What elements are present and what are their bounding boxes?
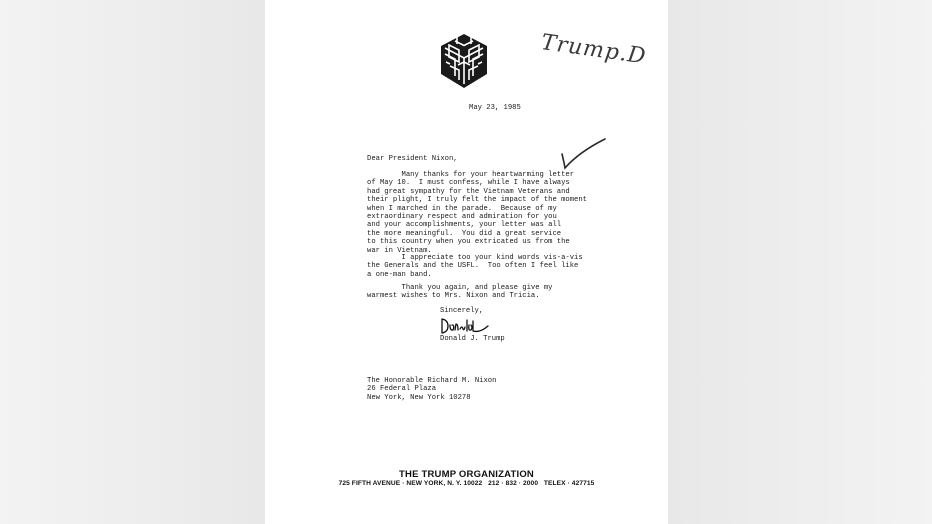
handwritten-annotation: Trump.D (539, 30, 648, 70)
letter-page (265, 0, 668, 524)
background-left (0, 0, 265, 524)
letter-paragraph-1: Many thanks for your heartwarming letter of May 10. I must confess, while I have always had great sympathy for the Vietnam Veterans and their plight, I truly felt the impact of the moment when I marched in the parade. Because of my extraordinary respect and admiration for you and your accomplishments, your letter was all the more meaningful. You did a great service to this country when you extricated us from the war in Vietnam. (367, 171, 587, 255)
signature-icon (440, 316, 490, 336)
letterhead-footer-address: 725 FIFTH AVENUE · NEW YORK, N. Y. 10022 212 · 832 · 2000 TELEX · 427715 (338, 480, 595, 487)
background-right (668, 0, 932, 524)
letter-paragraph-2: I appreciate too your kind words vis-a-vis the Generals and the USFL. Too often I feel like a one-man band. (367, 254, 583, 279)
letter-salutation: Dear President Nixon, (367, 155, 458, 163)
recipient-address: The Honorable Richard M. Nixon 26 Federal Plaza New York, New York 10278 (367, 377, 497, 402)
letter-closing: Sincerely, (440, 307, 484, 315)
letter-signer-name: Donald J. Trump (440, 335, 505, 343)
letter-date: May 23, 1985 (469, 104, 521, 112)
trump-organization-logo-icon (435, 32, 493, 90)
checkmark-icon (559, 136, 609, 172)
letterhead-organization: THE TRUMP ORGANIZATION (399, 469, 534, 480)
letter-paragraph-3: Thank you again, and please give my warmest wishes to Mrs. Nixon and Tricia. (367, 284, 553, 301)
